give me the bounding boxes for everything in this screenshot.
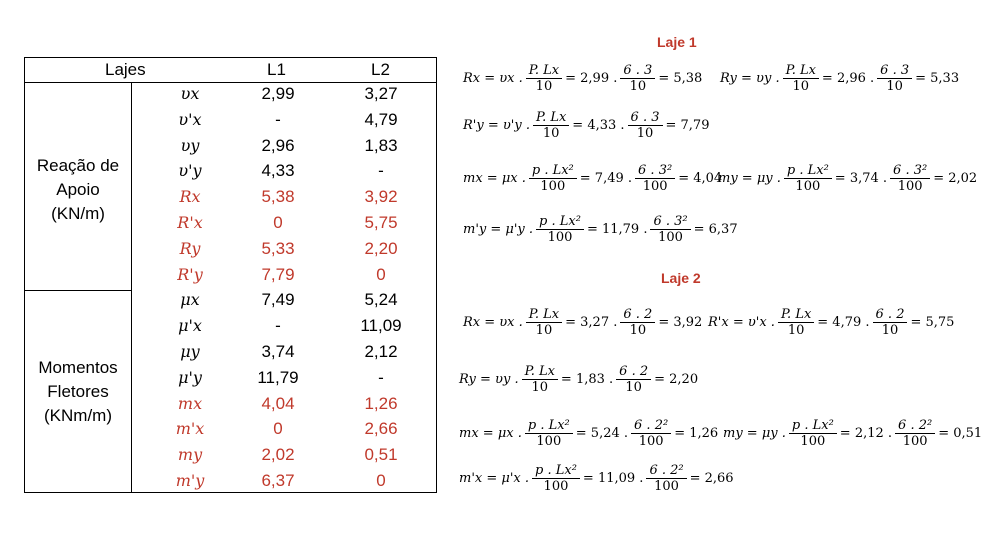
cell-l2: 0,51 bbox=[364, 445, 398, 465]
formula-middle: = 5,24 . bbox=[575, 426, 629, 441]
cell-l2: 2,12 bbox=[364, 342, 398, 361]
laje2-formula-m-x bbox=[459, 463, 734, 494]
fraction-numerator: p . Lx² bbox=[536, 214, 584, 230]
formula-lhs: Ry = υy . bbox=[459, 372, 519, 387]
fraction-numerator: P. Lx bbox=[783, 63, 819, 79]
formula-lhs: m'x = μ'x . bbox=[459, 471, 530, 486]
row-symbol: my bbox=[177, 445, 203, 465]
fraction-denominator: 10 bbox=[535, 323, 553, 338]
fraction bbox=[895, 418, 935, 449]
cell-l2: 0 bbox=[376, 471, 386, 490]
fraction bbox=[532, 463, 580, 494]
cell-l2: 2,66 bbox=[364, 419, 398, 439]
row-symbol: R'y bbox=[177, 264, 203, 284]
fraction-numerator: p . Lx² bbox=[525, 418, 573, 434]
formula-lhs: mx = μx . bbox=[459, 426, 522, 441]
fraction-denominator: 100 bbox=[547, 230, 573, 245]
cell-l1: - bbox=[275, 316, 281, 336]
group-label-line: Apoio bbox=[56, 180, 100, 199]
laje1-formula-rx bbox=[463, 63, 702, 94]
laje2-formula-ry bbox=[459, 364, 698, 395]
fraction bbox=[620, 307, 655, 338]
formula-middle: = 3,27 . bbox=[565, 315, 618, 330]
fraction bbox=[877, 63, 912, 94]
laje2-formula-my bbox=[723, 418, 982, 449]
row-symbol: υ'y bbox=[178, 161, 202, 181]
group-label-line: (KN/m) bbox=[51, 204, 105, 223]
fraction-numerator: p . Lx² bbox=[532, 463, 580, 479]
fraction-numerator: P. Lx bbox=[533, 110, 569, 126]
laje2-formula-rx bbox=[463, 307, 702, 338]
formula-result: = 2,20 bbox=[654, 372, 699, 387]
formula-middle: = 11,79 . bbox=[586, 222, 648, 237]
fraction-denominator: 100 bbox=[638, 434, 664, 449]
fraction bbox=[890, 163, 930, 194]
cell-l2: 11,09 bbox=[360, 316, 402, 336]
formula-middle: = 11,09 . bbox=[582, 471, 644, 486]
fraction bbox=[526, 63, 562, 94]
cell-l2: 5,24 bbox=[364, 290, 398, 310]
cell-l2: 0 bbox=[376, 264, 386, 284]
fraction-numerator: 6 . 2² bbox=[895, 418, 935, 434]
fraction-denominator: 100 bbox=[654, 479, 679, 494]
formula-middle: = 7,49 . bbox=[579, 171, 633, 186]
cell-l1: 6,37 bbox=[261, 471, 295, 490]
fraction bbox=[784, 163, 832, 194]
fraction-denominator: 10 bbox=[886, 79, 903, 94]
fraction-numerator: p . Lx² bbox=[784, 163, 832, 179]
fraction-denominator: 100 bbox=[658, 230, 683, 245]
fraction bbox=[783, 63, 819, 94]
laje1-formula-r-y bbox=[463, 110, 709, 141]
row-symbol: μ'y bbox=[178, 367, 202, 387]
cell-l1: 0 bbox=[273, 419, 283, 439]
fraction-denominator: 10 bbox=[542, 126, 560, 141]
cell-l2: - bbox=[378, 367, 384, 387]
row-symbol: υx bbox=[180, 84, 200, 103]
fraction-numerator: 6 . 2² bbox=[646, 463, 686, 479]
fraction-denominator: 10 bbox=[625, 380, 642, 395]
group-label-reacao bbox=[25, 154, 131, 226]
fraction bbox=[789, 418, 837, 449]
cell-l1: 2,96 bbox=[261, 135, 295, 155]
row-symbol: υy bbox=[180, 135, 200, 155]
fraction-numerator: P. Lx bbox=[778, 307, 814, 323]
fraction-denominator: 10 bbox=[792, 79, 810, 94]
cell-l1: 4,04 bbox=[261, 393, 295, 413]
formula-middle: = 2,99 . bbox=[565, 71, 618, 86]
fraction bbox=[631, 418, 671, 449]
cell-l1: 7,49 bbox=[261, 290, 295, 310]
cell-l1: 3,74 bbox=[261, 342, 295, 361]
group-label-line: Reação de bbox=[36, 156, 120, 175]
group-label-momentos bbox=[25, 356, 131, 428]
cell-l1: 0 bbox=[273, 213, 283, 232]
group-divider bbox=[25, 290, 131, 291]
fraction bbox=[522, 364, 558, 395]
fraction-denominator: 10 bbox=[787, 323, 805, 338]
fraction-denominator: 10 bbox=[636, 126, 654, 141]
row-symbol: υ'x bbox=[178, 109, 202, 129]
formula-middle: = 1,83 . bbox=[560, 372, 614, 387]
formula-result: = 5,38 bbox=[658, 71, 703, 86]
formula-middle: = 2,96 . bbox=[821, 71, 875, 86]
cell-l1: 5,33 bbox=[261, 238, 295, 258]
formula-result: = 1,26 bbox=[674, 426, 719, 441]
laje2-formula-r-x bbox=[708, 307, 954, 338]
fraction bbox=[529, 163, 577, 194]
cell-l2: 3,92 bbox=[364, 187, 398, 207]
fraction bbox=[628, 110, 663, 141]
cell-l2: 2,20 bbox=[364, 238, 398, 258]
fraction-denominator: 10 bbox=[535, 79, 553, 94]
laje1-title: Laje 1 bbox=[657, 34, 697, 50]
fraction-numerator: 6 . 3² bbox=[635, 163, 675, 179]
laje1-formula-my bbox=[718, 163, 977, 194]
cell-l2: 3,27 bbox=[364, 84, 398, 103]
cell-l1: - bbox=[275, 109, 281, 129]
row-symbol: m'x bbox=[175, 419, 205, 439]
fraction-numerator: 6 . 3 bbox=[877, 63, 912, 79]
fraction bbox=[650, 214, 690, 245]
laje1-formula-mx bbox=[463, 163, 722, 194]
column-divider bbox=[131, 82, 132, 492]
fraction-numerator: 6 . 3² bbox=[890, 163, 930, 179]
cell-l1: 2,02 bbox=[261, 445, 295, 465]
fraction-numerator: 6 . 2 bbox=[873, 307, 908, 323]
laje2-formula-mx bbox=[459, 418, 718, 449]
fraction-numerator: p . Lx² bbox=[529, 163, 577, 179]
fraction bbox=[533, 110, 569, 141]
cell-l1: 2,99 bbox=[261, 84, 295, 103]
fraction bbox=[778, 307, 814, 338]
formula-lhs: my = μy . bbox=[718, 171, 781, 186]
fraction bbox=[526, 307, 562, 338]
group-label-line: (KNm/m) bbox=[44, 406, 112, 425]
cell-l2: 1,83 bbox=[364, 135, 398, 155]
row-symbol: R'x bbox=[177, 213, 203, 232]
fraction bbox=[873, 307, 908, 338]
fraction bbox=[525, 418, 573, 449]
row-symbol: mx bbox=[177, 393, 203, 413]
fraction-numerator: P. Lx bbox=[526, 307, 562, 323]
fraction-numerator: 6 . 2 bbox=[616, 364, 651, 380]
fraction bbox=[616, 364, 651, 395]
group-label-line: Momentos bbox=[38, 358, 118, 377]
laje1-formula-ry bbox=[720, 63, 959, 94]
formula-lhs: m'y = μ'y . bbox=[463, 222, 534, 237]
formula-result: = 5,33 bbox=[915, 71, 960, 86]
formula-result: = 7,79 bbox=[665, 118, 710, 133]
formula-result: = 0,51 bbox=[938, 426, 982, 441]
laje2-title: Laje 2 bbox=[661, 270, 701, 286]
fraction-numerator: 6 . 2² bbox=[631, 418, 671, 434]
fraction-denominator: 100 bbox=[897, 179, 923, 194]
formula-result: = 6,37 bbox=[693, 222, 738, 237]
cell-l2: - bbox=[378, 161, 384, 181]
formula-lhs: R'x = υ'x . bbox=[708, 315, 775, 330]
fraction-denominator: 100 bbox=[536, 434, 562, 449]
header-lajes: Lajes bbox=[105, 60, 146, 79]
fraction-denominator: 100 bbox=[902, 434, 928, 449]
row-symbol: m'y bbox=[175, 471, 205, 490]
fraction-numerator: 6 . 3 bbox=[620, 63, 655, 79]
cell-l2: 5,75 bbox=[364, 213, 398, 232]
laje1-formula-m-y bbox=[463, 214, 738, 245]
fraction-numerator: P. Lx bbox=[522, 364, 558, 380]
header-l2: L2 bbox=[371, 60, 390, 79]
row-symbol: μy bbox=[180, 342, 200, 361]
results-table bbox=[24, 57, 437, 493]
fraction-denominator: 100 bbox=[642, 179, 668, 194]
fraction-numerator: 6 . 2 bbox=[620, 307, 655, 323]
formula-result: = 2,66 bbox=[689, 471, 734, 486]
cell-l1: 4,33 bbox=[261, 161, 295, 181]
cell-l2: 1,26 bbox=[364, 393, 398, 413]
formula-result: = 5,75 bbox=[910, 315, 955, 330]
formula-result: = 2,02 bbox=[933, 171, 978, 186]
fraction-numerator: 6 . 3² bbox=[650, 214, 690, 230]
cell-l1: 7,79 bbox=[261, 264, 295, 284]
fraction bbox=[635, 163, 675, 194]
fraction-denominator: 100 bbox=[800, 434, 826, 449]
formula-lhs: my = μy . bbox=[723, 426, 786, 441]
formula-lhs: R'y = υ'y . bbox=[463, 118, 530, 133]
fraction-denominator: 100 bbox=[540, 179, 566, 194]
formula-middle: = 3,74 . bbox=[834, 171, 888, 186]
fraction-numerator: 6 . 3 bbox=[628, 110, 663, 126]
group-label-line: Fletores bbox=[47, 382, 109, 401]
fraction-numerator: p . Lx² bbox=[789, 418, 837, 434]
table-header bbox=[25, 58, 436, 83]
fraction-denominator: 10 bbox=[629, 79, 647, 94]
formula-lhs: Ry = υy . bbox=[720, 71, 780, 86]
row-symbol: Ry bbox=[179, 238, 201, 258]
fraction-denominator: 100 bbox=[543, 479, 569, 494]
row-symbol: μx bbox=[180, 290, 200, 310]
cell-l2: 4,79 bbox=[364, 109, 398, 129]
fraction bbox=[620, 63, 655, 94]
fraction bbox=[646, 463, 686, 494]
cell-l1: 5,38 bbox=[261, 187, 295, 207]
formula-middle: = 4,79 . bbox=[817, 315, 870, 330]
formula-lhs: mx = μx . bbox=[463, 171, 526, 186]
cell-l1: 11,79 bbox=[257, 367, 299, 387]
formula-middle: = 4,33 . bbox=[572, 118, 625, 133]
fraction-denominator: 10 bbox=[881, 323, 899, 338]
formula-lhs: Rx = υx . bbox=[463, 315, 523, 330]
row-symbol: Rx bbox=[179, 187, 201, 207]
header-l1: L1 bbox=[267, 60, 286, 79]
fraction-denominator: 10 bbox=[531, 380, 549, 395]
formula-lhs: Rx = υx . bbox=[463, 71, 523, 86]
fraction-denominator: 10 bbox=[629, 323, 647, 338]
fraction-numerator: P. Lx bbox=[526, 63, 562, 79]
row-symbol: μ'x bbox=[178, 316, 202, 336]
formula-result: = 3,92 bbox=[658, 315, 703, 330]
formula-result: = 4,04 bbox=[678, 171, 723, 186]
fraction-denominator: 100 bbox=[795, 179, 821, 194]
fraction bbox=[536, 214, 584, 245]
formula-middle: = 2,12 . bbox=[839, 426, 893, 441]
